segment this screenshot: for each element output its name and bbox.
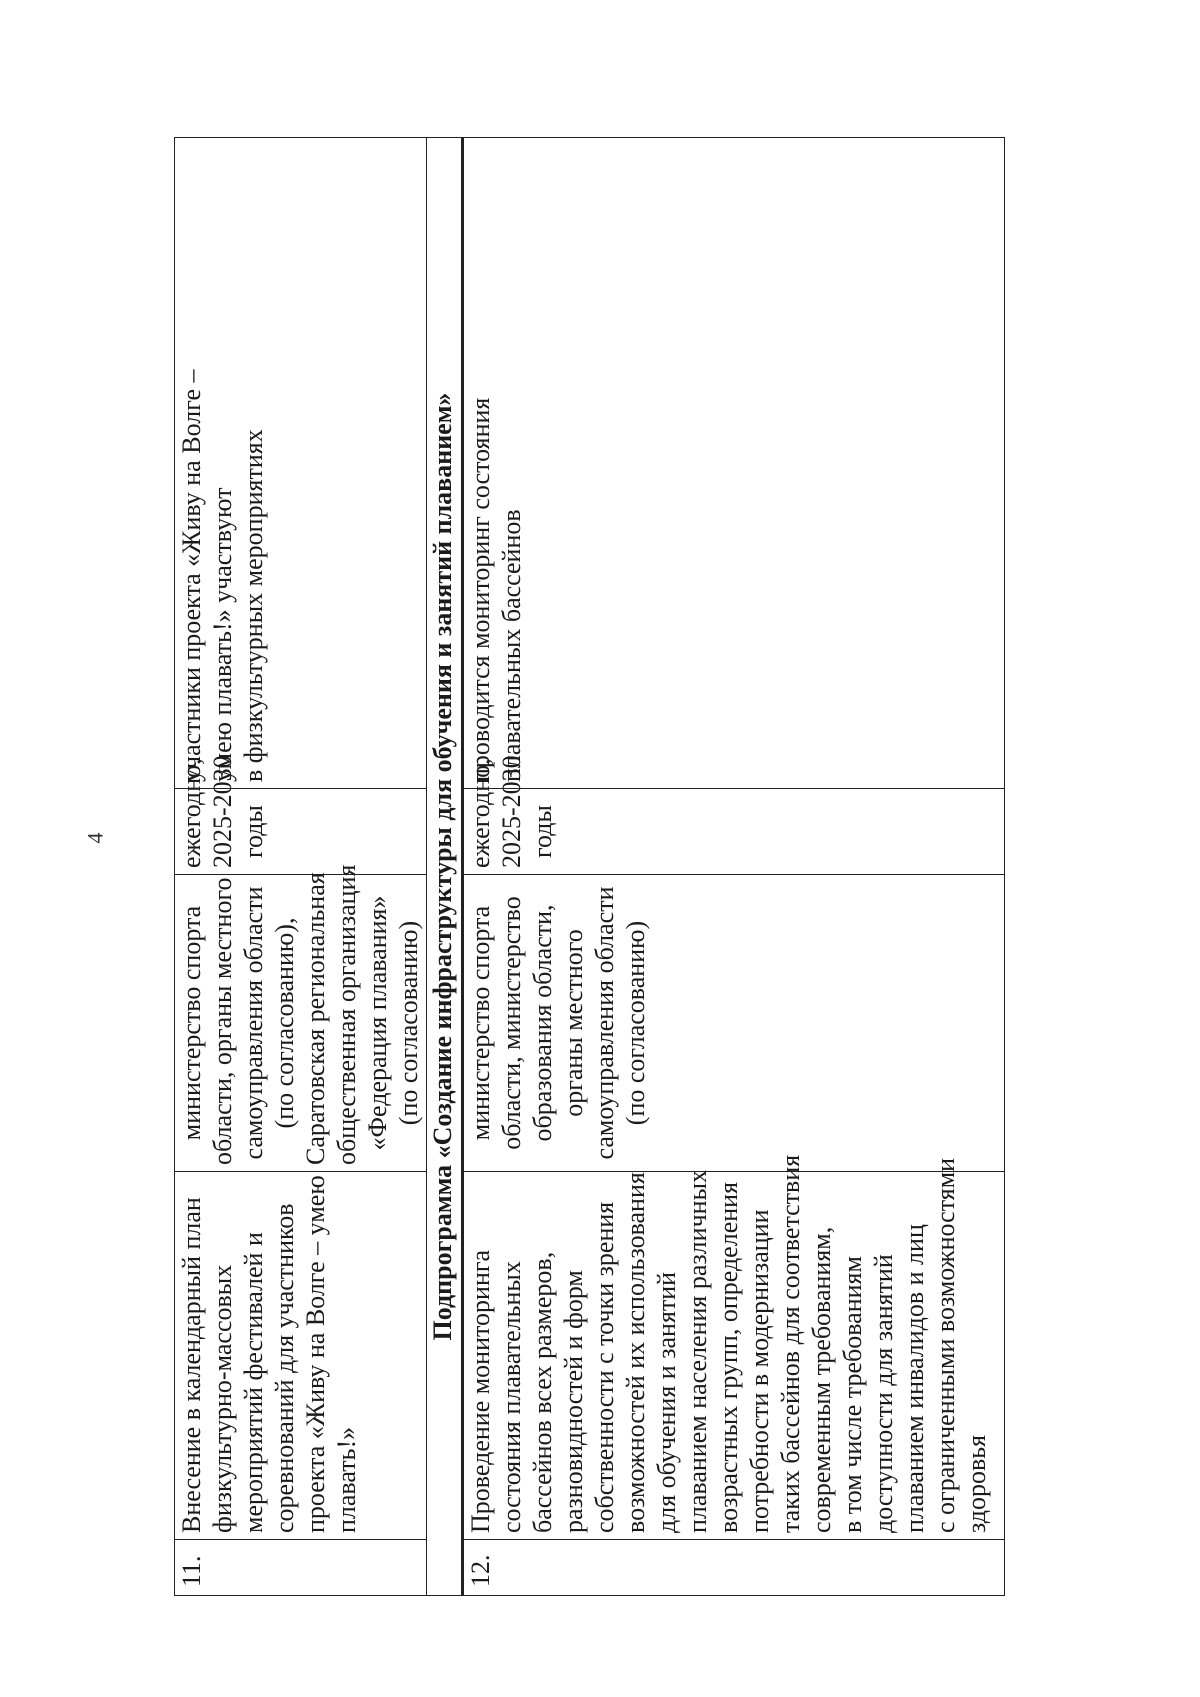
event-line: современным требованиям,: [807, 1226, 836, 1533]
responsible-line: самоуправления области: [239, 886, 268, 1160]
result-line: проводится мониторинг состояния: [466, 397, 495, 782]
responsible-line: самоуправления области: [590, 886, 619, 1160]
row-number: 11.: [175, 1540, 427, 1596]
responsible-line: «Федерация плавания»: [363, 895, 392, 1151]
term-line: 2025-2030: [208, 755, 237, 868]
event-line: соревнований для участников: [270, 1203, 299, 1533]
term-cell: [463, 755, 1005, 875]
event-line: для обучения и занятий: [652, 1271, 681, 1533]
result-line: умею плавать!» участвуют: [208, 487, 237, 782]
row-number: 12.: [463, 1540, 1005, 1596]
result-line: плавательных бассейнов: [497, 509, 526, 782]
section-title: Подпрограмма «Создание инфраструктуры для обучения и занятий плаванием»: [427, 138, 463, 1596]
page-number: 4: [82, 832, 108, 844]
event-line: Проведение мониторинга: [466, 1249, 495, 1533]
event-cell: [175, 1172, 427, 1540]
term-line: ежегодно,: [177, 758, 206, 868]
result-line: в физкультурных мероприятиях: [239, 429, 268, 782]
plan-table: [174, 137, 1005, 1596]
result-cell: [175, 138, 427, 789]
term-line: годы: [528, 805, 557, 858]
responsible-line: (по согласованию),: [270, 917, 299, 1129]
event-line: бассейнов всех размеров,: [528, 1251, 557, 1533]
responsible-line: министерство спорта: [177, 905, 206, 1141]
rotated-page-content: [174, 138, 1036, 1596]
event-line: состояния плавательных: [497, 1261, 526, 1533]
result-cell: [463, 138, 1005, 789]
event-line: Внесение в календарный план: [177, 1197, 206, 1533]
responsible-line: области, министерство: [497, 896, 526, 1150]
event-cell: [463, 1154, 1005, 1540]
term-line: годы: [239, 805, 268, 858]
event-line: доступности для занятий: [869, 1254, 898, 1533]
result-line: участники проекта «Живу на Волге –: [177, 369, 206, 782]
table-row: [463, 138, 1005, 1596]
event-line: потребности в модернизации: [745, 1209, 774, 1533]
event-line: таких бассейнов для соответствия: [776, 1154, 805, 1533]
term-line: 2025-2030: [497, 755, 526, 868]
table-row: [175, 138, 427, 1596]
event-line: плаванием инвалидов и лиц: [900, 1224, 929, 1533]
responsible-line: министерство спорта: [466, 905, 495, 1141]
responsible-line: общественная организация: [332, 864, 361, 1165]
event-line: с ограниченными возможностями: [931, 1157, 960, 1533]
event-line: плавать!»: [332, 1426, 361, 1533]
event-line: в том числе требованиям: [838, 1256, 867, 1533]
event-line: мероприятий фестивалей и: [239, 1232, 268, 1533]
responsible-line: органы местного: [559, 929, 588, 1117]
event-line: здоровья: [962, 1434, 991, 1533]
term-line: ежегодно,: [466, 758, 495, 868]
responsible-line: области, органы местного: [208, 877, 237, 1165]
responsible-cell: [463, 875, 1005, 1172]
event-line: плаванием населения различных: [683, 1169, 712, 1533]
responsible-cell: [175, 864, 427, 1172]
responsible-line: (по согласованию): [394, 920, 423, 1126]
section-row: [427, 138, 463, 1596]
responsible-line: Саратовская региональная: [301, 872, 330, 1165]
event-line: физкультурно-массовых: [208, 1264, 237, 1533]
event-line: разновидностей и форм: [559, 1270, 588, 1533]
event-line: возрастных групп, определения: [714, 1181, 743, 1533]
responsible-line: (по согласованию): [621, 920, 650, 1126]
event-line: собственности с точки зрения: [590, 1201, 619, 1533]
event-line: возможностей их использования: [621, 1172, 650, 1533]
term-cell: [175, 755, 427, 875]
responsible-line: образования области,: [528, 904, 557, 1142]
event-line: проекта «Живу на Волге – умею: [301, 1175, 330, 1533]
